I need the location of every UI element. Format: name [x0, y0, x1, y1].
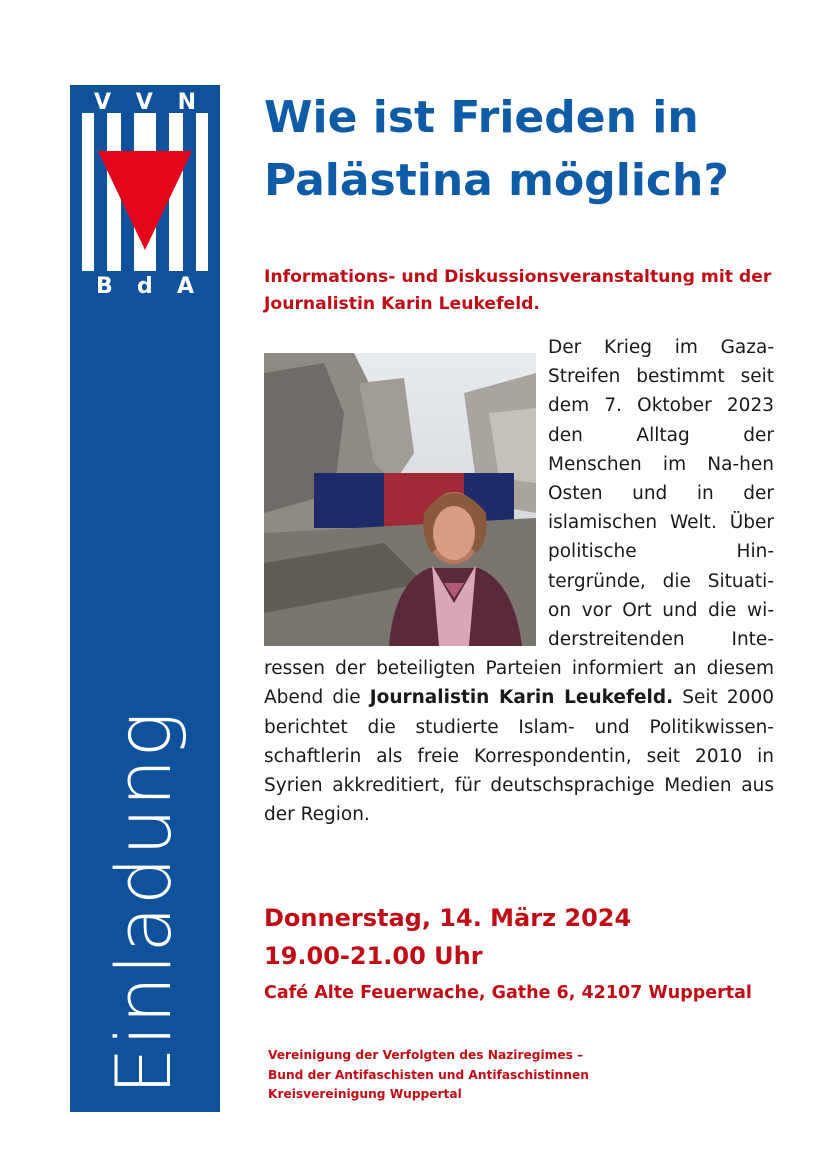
- organizer-footer: [268, 1046, 688, 1105]
- subtitle: Informations- und Diskussionsveranstaltung mit der Journalistin Karin Leukefeld.: [264, 267, 772, 314]
- page-title: Wie ist Frieden in Palästina möglich?: [264, 92, 729, 206]
- footer-line-3: Kreisvereinigung Wuppertal: [268, 1087, 462, 1101]
- footer-line-1: Vereinigung der Verfolgten des Naziregimes –: [268, 1048, 584, 1062]
- svg-text:BdA: BdA: [96, 274, 194, 299]
- event-time: 19.00-21.00 Uhr: [264, 942, 483, 970]
- vvn-bda-logo: [70, 85, 220, 300]
- svg-text:VVN: VVN: [94, 90, 196, 115]
- sidebar: [70, 85, 220, 1112]
- journalist-name: Journalistin Karin Leukefeld.: [369, 687, 674, 709]
- body-text: [264, 333, 774, 829]
- einladung-label: Einladung: [99, 710, 188, 1096]
- event-place: Café Alte Feuerwache, Gathe 6, 42107 Wuppertal: [264, 983, 752, 1003]
- body-part-2: Seit 2000 berichtet die studierte Islam- und Politikwissen-schaftlerin als freie Korrespondentin, seit 2010 in Syrien akkreditiert, für deutschsprachige Medien aus der Region.: [264, 687, 774, 826]
- portrait-photo: [264, 353, 536, 646]
- body-part-1: Der Krieg im Gaza-Streifen bestimmt seit dem 7. Oktober 2023 den Alltag der Menschen im Na-hen Osten und in der islamischen Welt. Über politische Hin-tergründe, die Situati-on vor Ort und die wi-derstreitenden Inte-ressen der beteiligten Parteien informiert an diesem Abend die: [264, 337, 774, 709]
- event-details: [264, 898, 804, 1012]
- event-date: Donnerstag, 14. März 2024: [264, 904, 632, 932]
- footer-line-2: Bund der Antifaschisten und Antifaschistinnen: [268, 1067, 589, 1082]
